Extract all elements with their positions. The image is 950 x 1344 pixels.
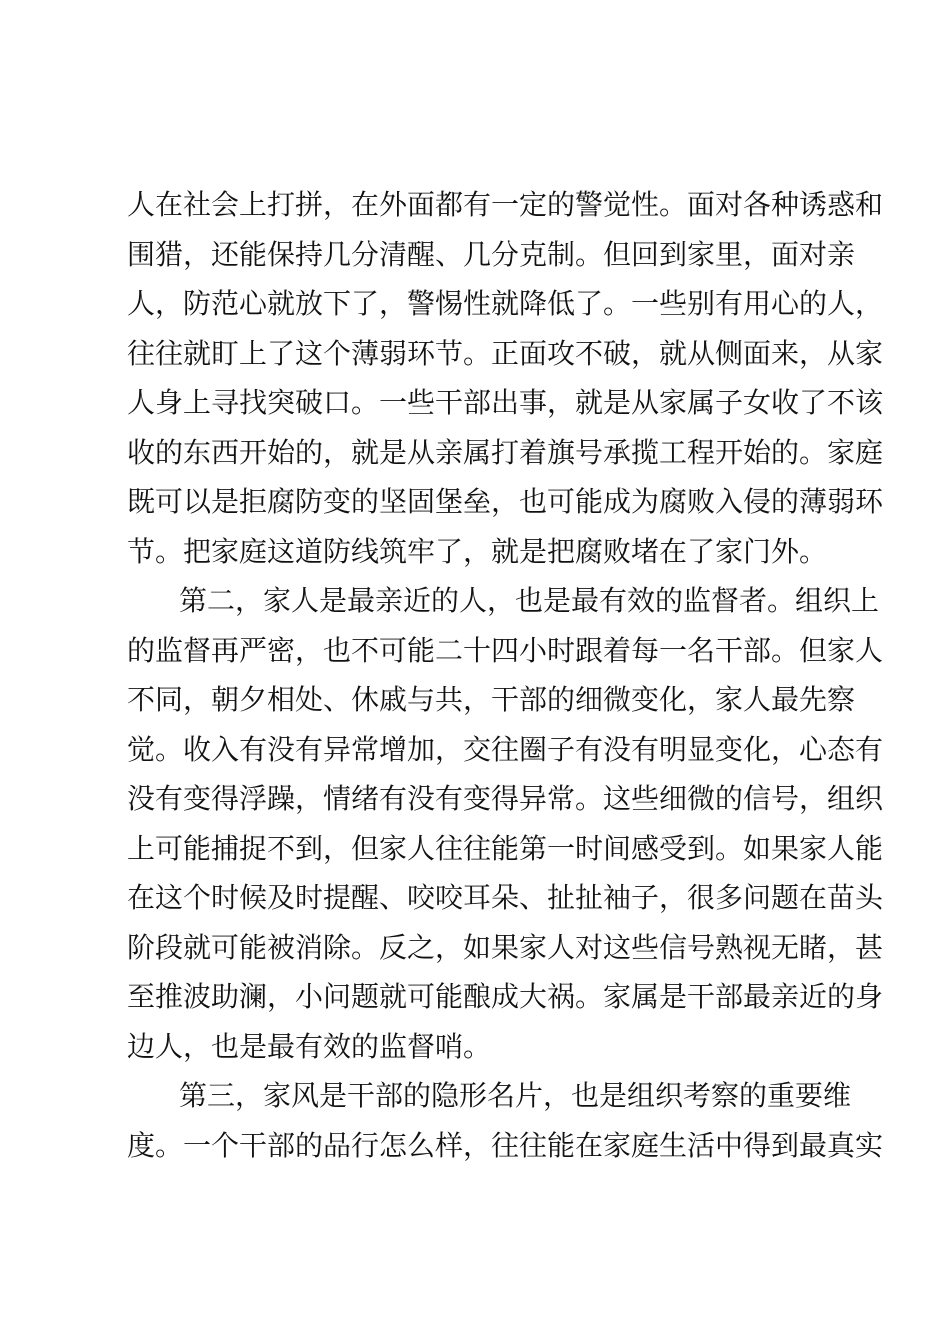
document-body bbox=[127, 180, 884, 1170]
text-line: 围猎，还能保持几分清醒、几分克制。但回到家里，面对亲 bbox=[127, 237, 856, 271]
text-line: 节。把家庭这道防线筑牢了，就是把腐败堵在了家门外。 bbox=[127, 534, 828, 568]
text-line: 收的东西开始的，就是从亲属打着旗号承揽工程开始的。家庭 bbox=[127, 435, 884, 469]
text-line: 既可以是拒腐防变的坚固堡垒，也可能成为腐败入侵的薄弱环 bbox=[127, 485, 884, 518]
text-line: 人身上寻找突破口。一些干部出事，就是从家属子女收了不该 bbox=[127, 386, 884, 419]
text-line: 没有变得浮躁，情绪有没有变得异常。这些细微的信号，组织 bbox=[127, 782, 884, 815]
text-line: 觉。收入有没有异常增加，交往圈子有没有明显变化，心态有 bbox=[127, 732, 884, 766]
text-line: 不同，朝夕相处、休戚与共，干部的细微变化，家人最先察 bbox=[127, 683, 856, 716]
text-line: 在这个时候及时提醒、咬咬耳朵、扯扯袖子，很多问题在苗头 bbox=[127, 881, 884, 914]
text-line: 的监督再严密，也不可能二十四小时跟着每一名干部。但家人 bbox=[127, 633, 884, 667]
text-line: 阶段就可能被消除。反之，如果家人对这些信号熟视无睹，甚 bbox=[127, 930, 884, 964]
text-line: 人，防范心就放下了，警惕性就降低了。一些别有用心的人， bbox=[127, 287, 884, 320]
text-line: 人在社会上打拼，在外面都有一定的警觉性。面对各种诱惑和 bbox=[127, 188, 884, 221]
text-line: 第二，家人是最亲近的人，也是最有效的监督者。组织上 bbox=[179, 584, 880, 617]
text-line: 往往就盯上了这个薄弱环节。正面攻不破，就从侧面来，从家 bbox=[127, 336, 884, 370]
text-line: 边人，也是最有效的监督哨。 bbox=[127, 1029, 492, 1063]
text-line: 度。一个干部的品行怎么样，往往能在家庭生活中得到最真实 bbox=[127, 1128, 884, 1162]
text-line: 第三，家风是干部的隐形名片，也是组织考察的重要维 bbox=[179, 1079, 852, 1112]
text-line: 上可能捕捉不到，但家人往往能第一时间感受到。如果家人能 bbox=[127, 831, 884, 865]
text-line: 至推波助澜，小问题就可能酿成大祸。家属是干部最亲近的身 bbox=[127, 980, 884, 1013]
